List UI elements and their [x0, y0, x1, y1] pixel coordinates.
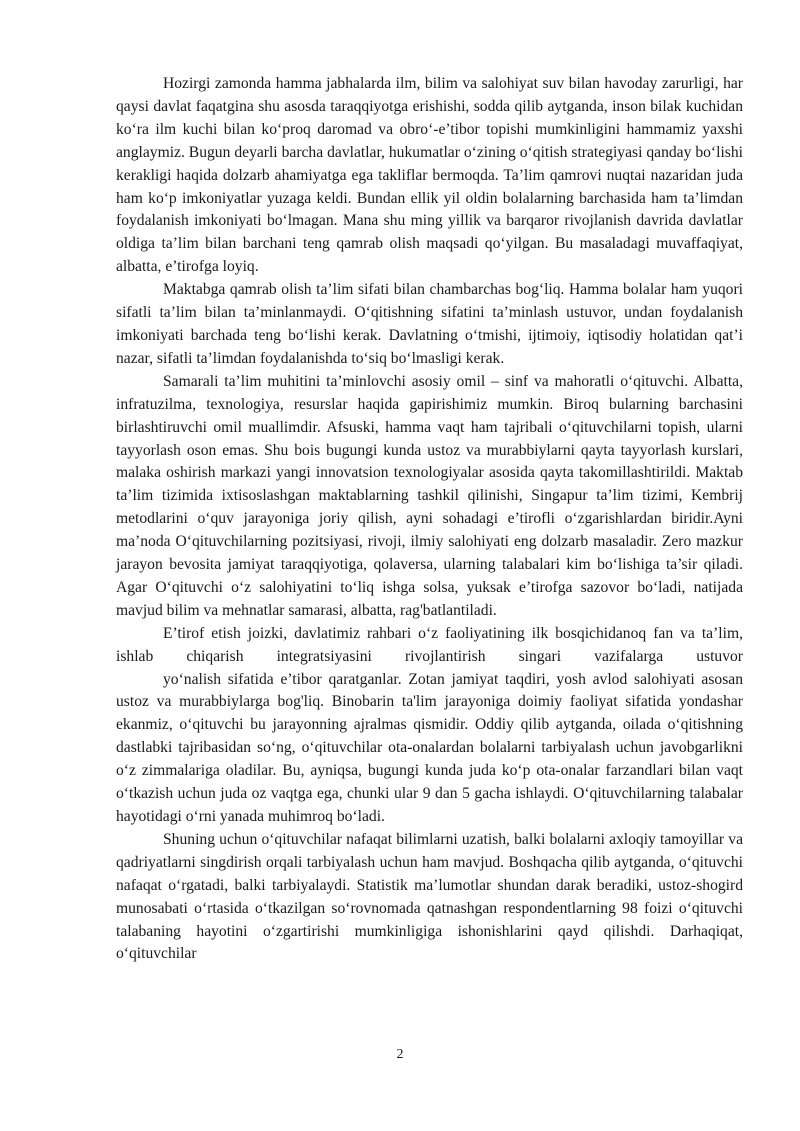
- document-body: [116, 73, 743, 966]
- paragraph-3: Samarali ta’lim muhitini ta’minlovchi asosiy omil – sinf va mahoratli o‘qituvchi. Albatta, infratuzilma, texnologiya, resurslar haqida gapirishimiz mumkin. Biroq bularning barchasini birlashtiruvchi omil muallimdir. Afsuski, hamma vaqt ham tajribali o‘qituvchilarni topish, ularni tayyorlash oson emas. Shu bois bugungi kunda ustoz va murabbiylarni qayta tayyorlash kurslari, malaka oshirish markazi yangi innovatsion texnologiyalar asosida qayta takomillashtirildi. Maktab ta’lim tizimida ixtisoslashgan maktablarning tashkil qilinishi, Singapur ta’lim tizimi, Kembrij metodlarini o‘quv jarayoniga joriy qilish, ayni sohadagi e’tirofli o‘zgarishlardan biridir.Ayni ma’noda O‘qituvchilarning pozitsiyasi, rivoji, ilmiy salohiyati eng dolzarb masaladir. Zero mazkur jarayon bevosita jamiyat taraqqiyotiga, qolaversa, ularning talabalari kim bo‘lishiga ta’sir qiladi. Agar O‘qituvchi o‘z salohiyatini to‘liq ishga solsa, yuksak e’tirofga sazovor bo‘ladi, natijada mavjud bilim va mehnatlar samarasi, albatta, rag'batlantiladi.: [116, 372, 743, 619]
- page-number: 2: [396, 1047, 404, 1062]
- paragraph-2: Maktabga qamrab olish ta’lim sifati bilan chambarchas bog‘liq. Hamma bolalar ham yuqori sifatli ta’lim bilan ta’minlanmaydi. O‘qitishning sifatini ta’minlash ustuvor, undan foydalanish imkoniyati barchada teng bo‘lishi kerak. Davlatning o‘tmishi, ijtimoiy, iqtisodiy holatidan qat’i nazar, sifatli ta’limdan foydalanishda to‘siq bo‘lmasligi kerak.: [116, 281, 743, 367]
- paragraph-1: Hozirgi zamonda hamma jabhalarda ilm, bilim va salohiyat suv bilan havoday zarurligi, har qaysi davlat faqatgina shu asosda taraqqiyotga erishishi, sodda qilib aytganda, inson bilak kuchidan ko‘ra ilm kuchi bilan ko‘proq daromad va obro‘-e’tibor topishi mumkinligini hammamiz yaxshi anglaymiz. Bugun deyarli barcha davlatlar, hukumatlar o‘zining o‘qitish strategiyasi qanday bo‘lishi kerakligi haqida dolzarb ahamiyatga ega takliflar bermoqda. Ta’lim qamrovi nuqtai nazaridan juda ham ko‘p imkoniyatlar yuzaga keldi. Bundan ellik yil oldin bolalarning barchasida ham ta’limdan foydalanish imkoniyati bo‘lmagan. Mana shu ming yillik va barqaror rivojlanish davrida davlatlar oldiga ta’lim bilan barchani teng qamrab olish maqsadi qo‘yilgan. Bu masaladagi muvaffaqiyat, albatta, e’tirofga loyiq.: [116, 75, 743, 276]
- paragraph-6: Shuning uchun o‘qituvchilar nafaqat bilimlarni uzatish, balki bolalarni axloqiy tamoyillar va qadriyatlarni singdirish orqali tarbiyalash uchun ham mavjud. Boshqacha qilib aytganda, o‘qituvchi nafaqat o‘rgatadi, balki tarbiyalaydi. Statistik ma’lumotlar shundan darak beradiki, ustoz-shogird munosabati o‘rtasida o‘tkazilgan so‘rovnomada qatnashgan respondentlarning 98 foizi o‘qituvchi talabaning hayotini o‘zgartirishi mumkinligiga ishonishlarini qayd qilishdi. Darhaqiqat, o‘qituvchilar: [116, 830, 743, 963]
- paragraph-4: E’tirof etish joizki, davlatimiz rahbari o‘z faoliyatining ilk bosqichidanoq fan va ta’lim, ishlab chiqarish integratsiyasini rivojlantirish singari vazifalarga ustuvor: [116, 624, 743, 665]
- paragraph-5: yo‘nalish sifatida e’tibor qaratganlar. Zotan jamiyat taqdiri, yosh avlod salohiyati asosan ustoz va murabbiylarga bog'liq. Binobarin ta'lim jarayoniga doimiy faoliyat sifatida yondashar ekanmiz, o‘qituvchi bu jarayonning ajralmas qismidir. Oddiy qilib aytganda, oilada o‘qitishning dastlabki tajribasidan so‘ng, o‘qituvchilar ota-onalardan bolalarni tarbiyalash uchun javobgarlikni o‘z zimmalariga oladilar. Bu, ayniqsa, bugungi kunda juda ko‘p ota-onalar farzandlari bilan vaqt o‘tkazish uchun juda oz vaqtga ega, chunki ular 9 dan 5 gacha ishlaydi. O‘qituvchilarning talabalar hayotidagi o‘rni yanada muhimroq bo‘ladi.: [116, 670, 743, 825]
